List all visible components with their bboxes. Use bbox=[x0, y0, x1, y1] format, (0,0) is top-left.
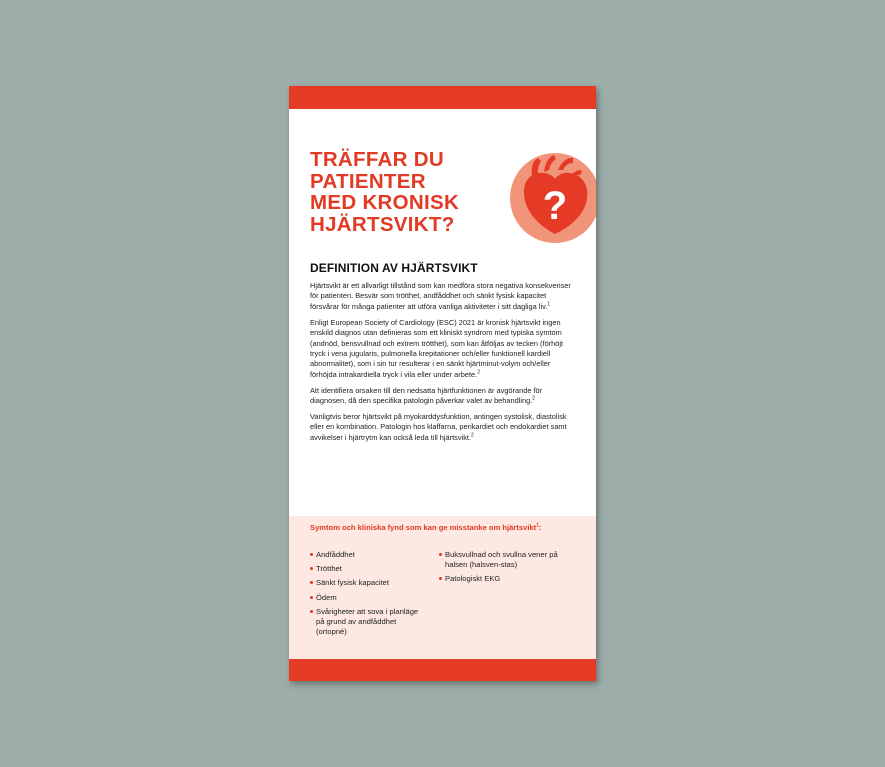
bullet-icon bbox=[310, 553, 313, 556]
title-line-3: MED KRONISK bbox=[310, 191, 460, 214]
list-item bbox=[310, 578, 420, 588]
title-line-2: PATIENTER bbox=[310, 169, 426, 193]
symptoms-heading-text: Symtom och kliniska fynd som kan ge misstanke om hjärtsvikt bbox=[310, 523, 537, 532]
list-item-text: Patologiskt EKG bbox=[445, 574, 501, 584]
bullet-icon bbox=[310, 610, 313, 613]
heart-question-icon bbox=[510, 148, 596, 248]
symptoms-heading bbox=[310, 523, 550, 533]
paragraph-1-text: Hjärtsvikt är ett allvarligt tillstånd som kan medföra stora negativa konsekvenser för patienten. Besvär som trötthet, andfåddhet och sänkt fysisk kapacitet försvårar för många patienter att utföra vanliga aktiviteter i sitt dagliga liv. bbox=[310, 281, 571, 311]
list-item bbox=[310, 550, 420, 560]
reference-marker: 2 bbox=[532, 395, 536, 402]
list-item-text: Svårigheter att sova i planläge på grund av andfåddhet (ortopné) bbox=[316, 606, 419, 637]
paragraph-3 bbox=[310, 386, 572, 407]
bullet-icon bbox=[439, 553, 442, 556]
leaflet-page bbox=[289, 86, 596, 681]
list-item bbox=[439, 550, 564, 570]
symptoms-list-right bbox=[439, 550, 564, 589]
bullet-icon bbox=[310, 567, 313, 570]
list-item bbox=[439, 574, 564, 584]
reference-marker: 1 bbox=[536, 522, 539, 529]
reference-marker: 1 bbox=[547, 301, 551, 308]
symptoms-list-left bbox=[310, 550, 420, 641]
leaflet-title bbox=[310, 149, 510, 235]
bullet-icon bbox=[439, 577, 442, 580]
list-item bbox=[310, 593, 420, 603]
title-line-1: TRÄFFAR DU bbox=[310, 148, 444, 171]
symptoms-panel bbox=[289, 516, 596, 659]
list-item-text: Ödem bbox=[316, 592, 337, 602]
title-line-4: HJÄRTSVIKT? bbox=[310, 212, 455, 236]
list-item-text: Trötthet bbox=[316, 564, 342, 574]
list-item-text: Andfåddhet bbox=[316, 550, 355, 559]
top-red-band bbox=[289, 86, 596, 109]
definition-body bbox=[310, 281, 572, 449]
paragraph-4 bbox=[310, 412, 572, 443]
reference-marker: 2 bbox=[471, 432, 474, 439]
paragraph-4-text: Vanligtvis beror hjärtsvikt på myokarddysfunktion, antingen systolisk, diastolisk eller en kombination. Patologin hos klaffarna, perikardiet och endokardiet samt avvikelser i hjärtrytm kan också leda till hjärtsvikt. bbox=[310, 411, 567, 442]
paragraph-3-text: Att identifiera orsaken till den nedsatta hjärtfunktionen är avgörande för diagnosen, då den specifika patologin påverkar valet av behandling. bbox=[310, 385, 543, 406]
bullet-icon bbox=[310, 581, 313, 584]
svg-text:?: ? bbox=[542, 184, 568, 228]
list-item bbox=[310, 607, 420, 638]
section-heading: DEFINITION AV HJÄRTSVIKT bbox=[310, 261, 478, 275]
list-item-text: Sänkt fysisk kapacitet bbox=[316, 578, 390, 588]
list-item bbox=[310, 564, 420, 574]
bullet-icon bbox=[310, 596, 313, 599]
reference-marker: 2 bbox=[477, 369, 480, 376]
paragraph-1 bbox=[310, 281, 572, 312]
paragraph-2 bbox=[310, 318, 572, 380]
symptoms-heading-colon: : bbox=[538, 523, 542, 532]
list-item-text: Buksvullnad och svullna vener på halsen (halsven-stas) bbox=[445, 550, 558, 570]
bottom-red-band bbox=[289, 659, 596, 681]
paragraph-2-text: Enligt European Society of Cardiology (ESC) 2021 är kronisk hjärtsvikt ingen enskild diagnos utan definieras som ett kliniskt syndrom med typiska symtom (andnöd, bensvullnad och extrem trötthet), som kan åtföljas av tecken (förhöjt tryck i vena jugularis, pulmonella krepitationer och/eller funktionell kardiell abnormalitet), som i sin tur resulterar i en sänkt hjärtminut-volym och/eller förhöjda intrakardiella tryck i vila eller under arbete. bbox=[310, 317, 564, 379]
